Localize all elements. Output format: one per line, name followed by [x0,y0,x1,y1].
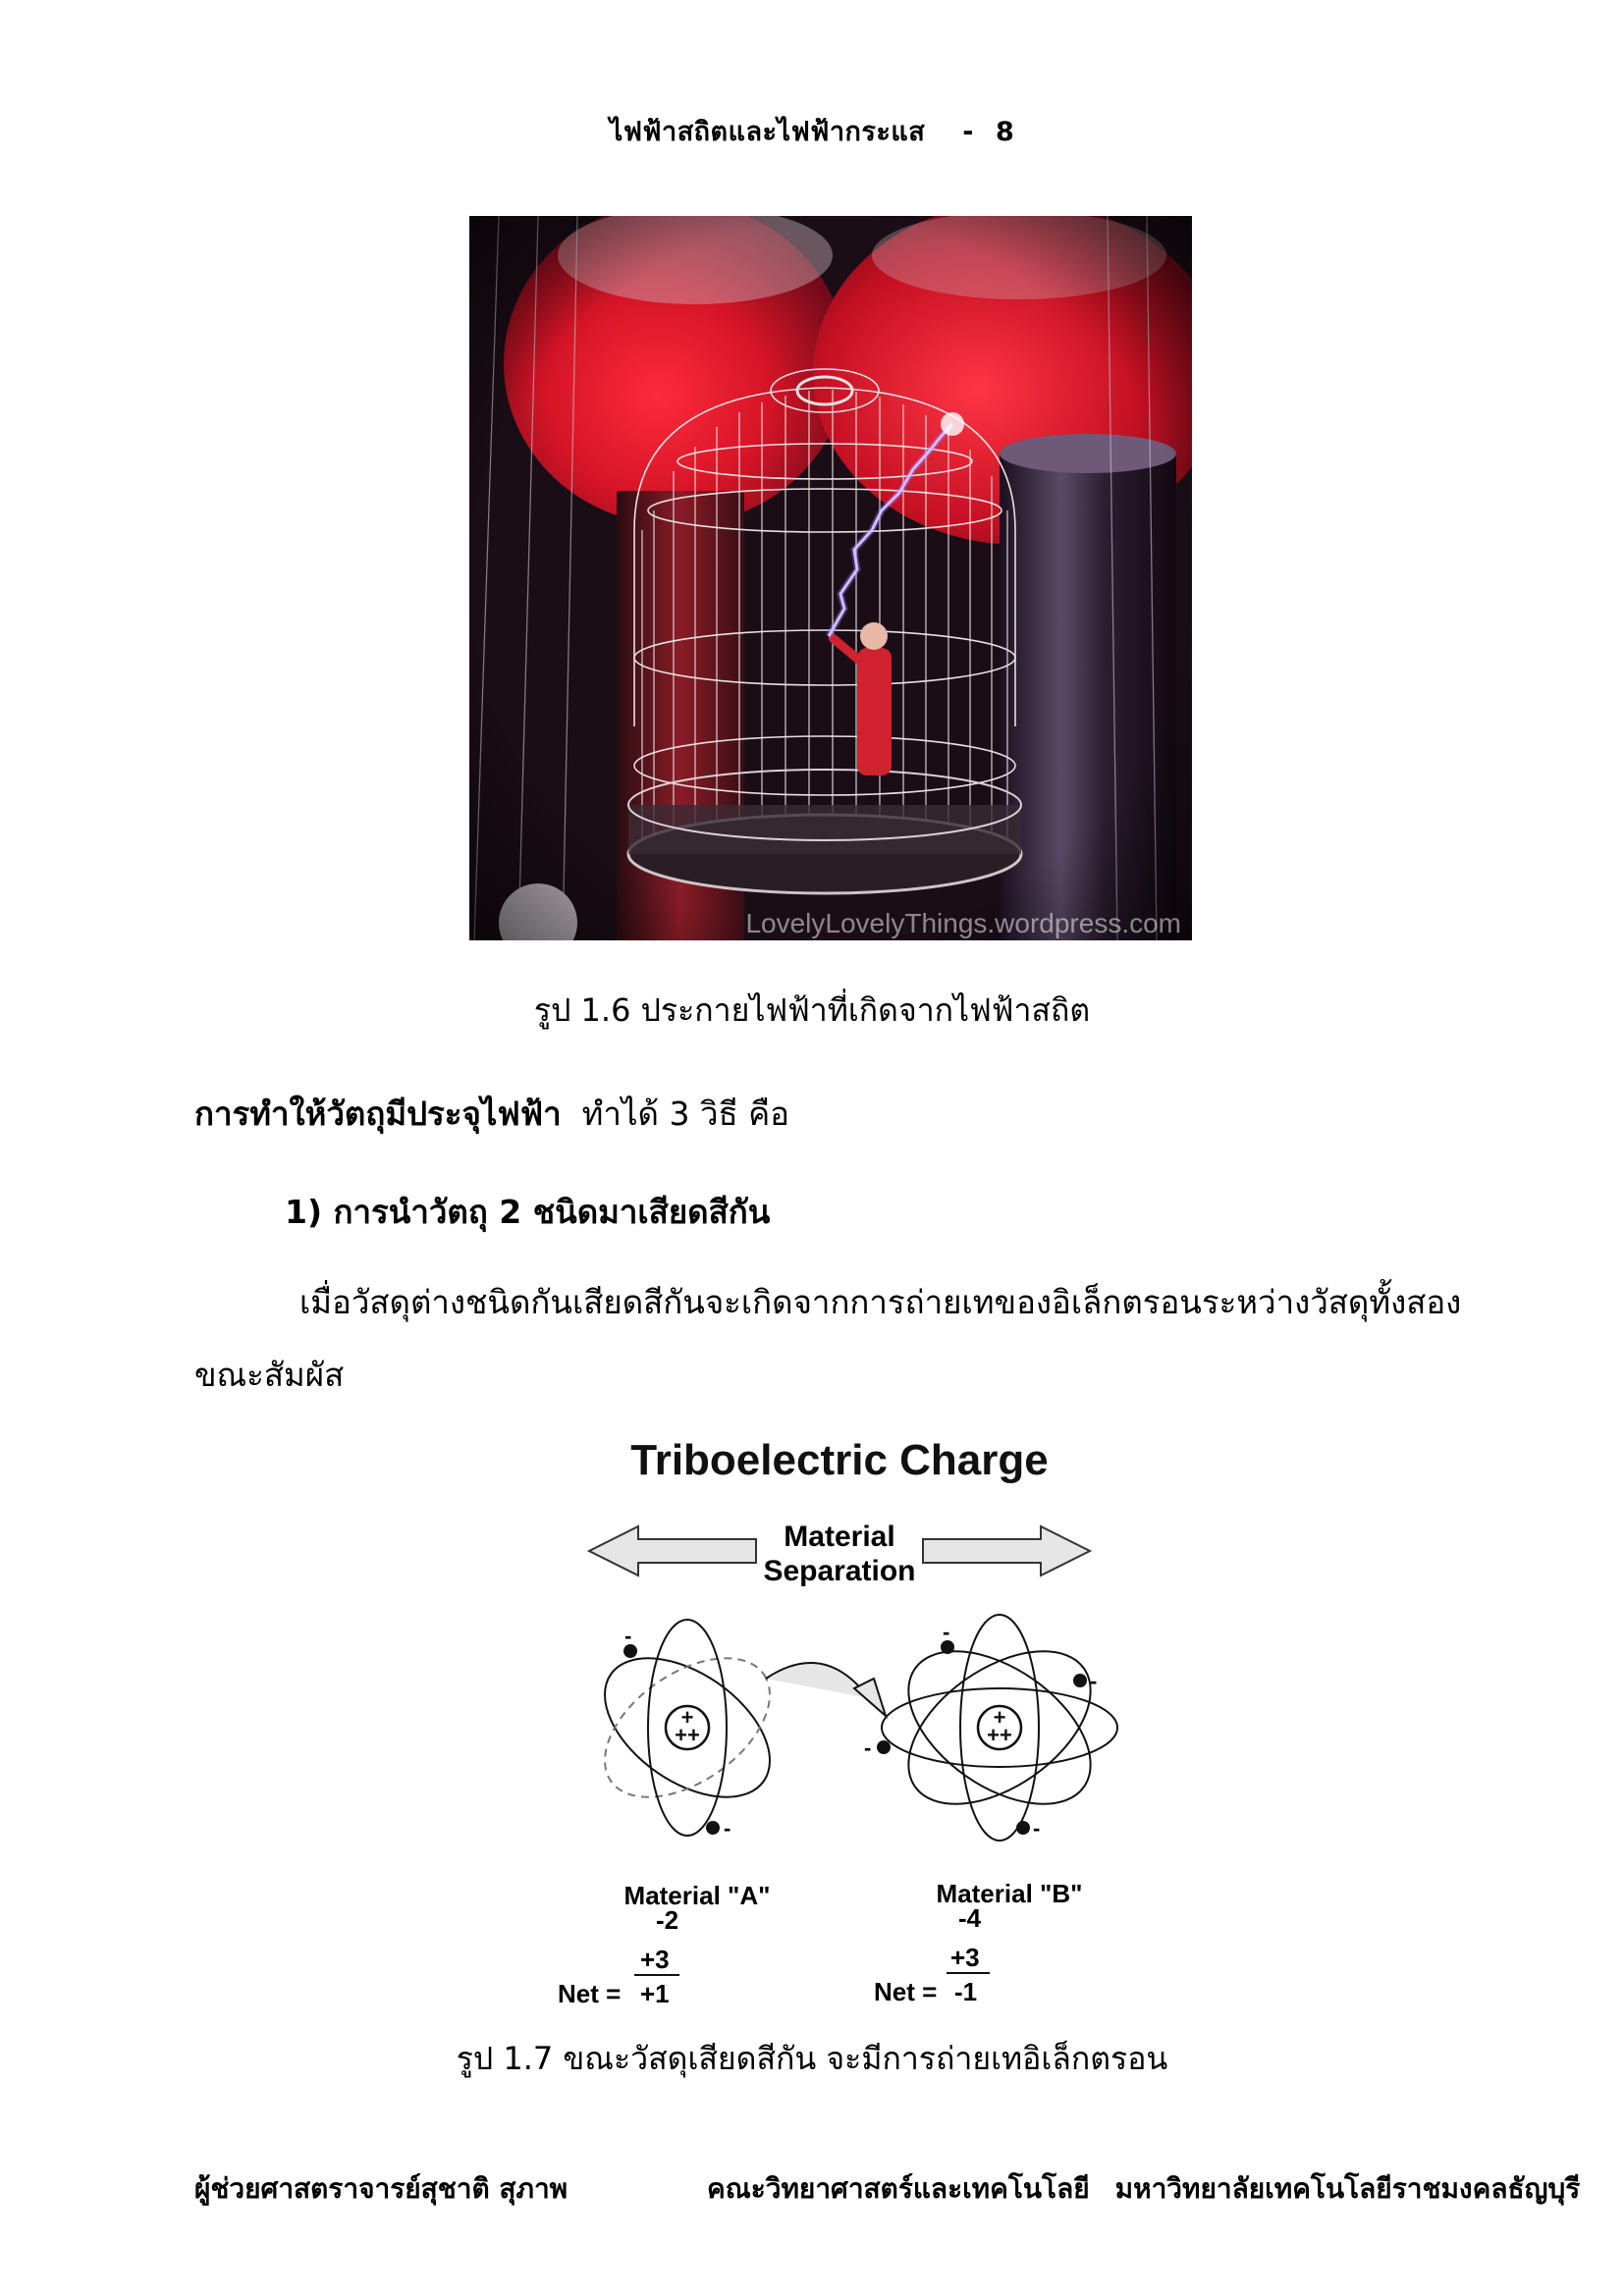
arrow-label-material: Material [784,1521,895,1553]
material-a-label: Material "A" [623,1881,771,1910]
svg-text:-: - [624,1624,632,1648]
material-b-net-value: -1 [954,1977,978,2006]
material-a-electrons: -2 [656,1905,679,1935]
electron-transfer-arrow [766,1663,869,1698]
electron [877,1740,891,1754]
electron [1073,1674,1087,1687]
left-arrow [589,1526,756,1575]
arrow-label-separation: Separation [763,1555,916,1587]
footer-institution [707,2167,1580,2211]
figure-1-6-caption: รูป 1.6 ประกายไฟฟ้าที่เกิดจากไฟฟ้าสถิต [533,991,1091,1029]
svg-text:-: - [1090,1669,1098,1693]
material-a-net-value: +1 [640,1979,670,2008]
material-a-protons: +3 [640,1945,670,1974]
svg-text:+: + [680,1705,694,1730]
header-title: ไฟฟ้าสถิตและไฟฟ้ากระแส [609,117,926,147]
footer-university: มหาวิทยาลัยเทคโนโลยีราชมงคลธัญบุรี [1114,2172,1581,2205]
figure-1-7-caption: รูป 1.7 ขณะวัสดุเสียดสีกัน จะมีการถ่ายเทอิเล็กตรอน [456,2040,1168,2077]
method-1-title: 1) การนำวัตถุ 2 ชนิดมาเสียดสีกัน [285,1193,771,1231]
svg-text:-: - [1033,1816,1041,1841]
page-number: 8 [995,117,1015,147]
footer-author: ผู้ช่วยศาสตราจารย์สุชาติ สุภาพ [194,2172,568,2205]
material-b-electrons: -4 [958,1903,982,1933]
atom-a [580,1620,795,1836]
material-b-protons: +3 [950,1943,980,1972]
faraday-cage-photo [469,216,1192,940]
section-heading-bold: การทำให้วัตถุมีประจุไฟฟ้า [194,1095,562,1133]
page-header [0,110,1624,152]
paragraph-line-1: เมื่อวัสดุต่างชนิดกันเสียดสีกันจะเกิดจากการถ่ายเทของอิเล็กตรอนระหว่างวัสดุทั้งสอง [299,1283,1462,1321]
svg-text:-: - [943,1620,950,1644]
electron [706,1821,720,1835]
electron [1016,1821,1030,1835]
right-arrow [923,1526,1090,1575]
header-separator: - [962,117,974,147]
paragraph-line-2: ขณะสัมผัส [194,1356,345,1394]
svg-text:++: ++ [987,1723,1012,1747]
svg-text:-: - [864,1735,872,1760]
svg-text:++: ++ [675,1723,700,1747]
material-b-net-label: Net = [874,1977,938,2006]
diagram-title: Triboelectric Charge [630,1436,1049,1484]
svg-text:-: - [724,1816,731,1841]
footer-faculty: คณะวิทยาศาสตร์และเทคโนโลยี [707,2172,1090,2205]
triboelectric-diagram [530,1423,1139,2012]
section-heading [194,1088,789,1140]
material-b-label: Material "B" [936,1879,1083,1908]
atom-b [882,1615,1118,1841]
material-a-net-label: Net = [558,1979,622,2008]
svg-text:+: + [993,1705,1006,1730]
section-heading-rest: ทำได้ 3 วิธี คือ [581,1095,789,1133]
photo-watermark: LovelyLovelyThings.wordpress.com [745,908,1181,938]
